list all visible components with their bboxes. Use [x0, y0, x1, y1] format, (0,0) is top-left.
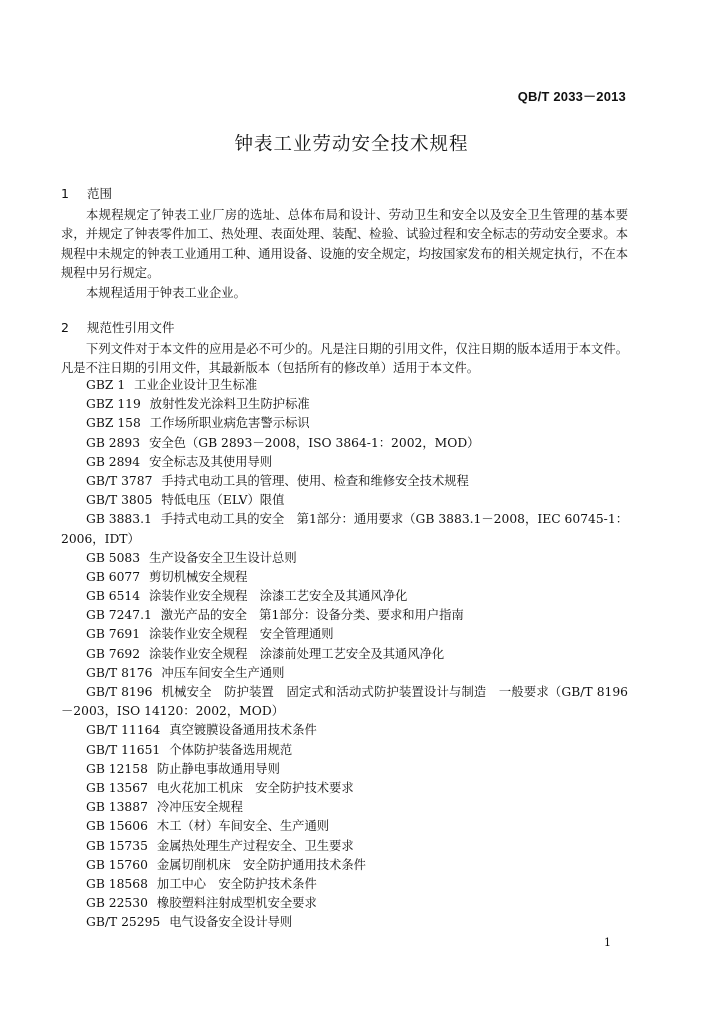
reference-title: 手持式电动工具的安全 第1部分：通用要求（GB 3883.1－2008，IEC 60745-1：2006，IDT） — [61, 512, 628, 546]
reference-title: 加工中心 安全防护技术条件 — [156, 876, 317, 891]
section-title: 范围 — [87, 186, 113, 201]
reference-title: 机械安全 防护装置 固定式和活动式防护装置设计与制造 一般要求（GB/T 8196－2003，ISO 14120：2002，MOD） — [61, 685, 628, 719]
section-number: 2 — [61, 320, 69, 335]
reference-title: 防止静电事故通用导则 — [156, 761, 280, 776]
reference-title: 特低电压（ELV）限值 — [161, 493, 285, 508]
reference-item — [61, 913, 628, 932]
reference-title: 涂装作业安全规程 安全管理通则 — [149, 627, 334, 642]
reference-code: GB 13887 — [86, 800, 148, 815]
reference-item — [61, 875, 628, 894]
reference-code: GB/T 3805 — [86, 493, 153, 508]
reference-item — [61, 568, 628, 587]
reference-code: GB 2894 — [86, 454, 141, 469]
reference-title: 电火花加工机床 安全防护技术要求 — [156, 781, 354, 795]
reference-code: GB 6077 — [86, 569, 141, 584]
reference-item — [61, 856, 628, 875]
reference-title: 涂装作业安全规程 涂漆前处理工艺安全及其通风净化 — [149, 646, 445, 661]
reference-title: 电气设备安全设计导则 — [169, 915, 293, 930]
reference-item — [61, 741, 628, 760]
reference-item — [61, 376, 628, 395]
reference-item — [61, 683, 628, 721]
reference-item — [61, 721, 628, 740]
reference-title: 木工（材）车间安全、生产通则 — [156, 819, 330, 834]
section-heading-scope — [61, 184, 112, 202]
section-heading-normative-references — [61, 318, 175, 336]
reference-item — [61, 664, 628, 683]
reference-item — [61, 414, 628, 433]
scope-paragraph-2: 本规程适用于钟表工业企业。 — [86, 286, 246, 300]
reference-code: GBZ 1 — [86, 378, 126, 392]
reference-item — [61, 779, 628, 798]
reference-title: 真空镀膜设备通用技术条件 — [169, 723, 317, 738]
reference-item — [61, 491, 628, 510]
reference-code: GB 22530 — [86, 896, 148, 911]
reference-item — [61, 510, 628, 548]
reference-code: GB 18568 — [86, 876, 148, 891]
reference-item — [61, 625, 628, 644]
standard-code: QB/T 2033－2013 — [517, 89, 626, 104]
section-title: 规范性引用文件 — [87, 320, 175, 335]
reference-code: GB 7247.1 — [86, 608, 152, 623]
reference-code: GB/T 8176 — [86, 665, 153, 680]
reference-item — [61, 606, 628, 625]
reference-code: GB/T 3787 — [86, 473, 153, 488]
reference-title: 金属热处理生产过程安全、卫生要求 — [156, 838, 354, 853]
reference-item — [61, 817, 628, 836]
reference-item — [61, 453, 628, 472]
reference-title: 激光产品的安全 第1部分：设备分类、要求和用户指南 — [160, 608, 464, 623]
reference-item — [61, 587, 628, 606]
reference-title: 工业企业设计卫生标准 — [134, 378, 258, 392]
reference-list — [61, 376, 628, 933]
reference-item — [61, 760, 628, 779]
reference-code: GB 3883.1 — [86, 512, 152, 527]
reference-title: 安全色（GB 2893－2008，ISO 3864-1：2002，MOD） — [149, 435, 480, 450]
reference-code: GB/T 11651 — [86, 742, 161, 757]
reference-item — [61, 645, 628, 664]
reference-item — [61, 798, 628, 817]
reference-title: 个体防护装备选用规范 — [169, 742, 293, 757]
section-number: 1 — [61, 186, 69, 201]
reference-code: GB 5083 — [86, 550, 141, 565]
reference-code: GB 15735 — [86, 838, 148, 853]
reference-item — [61, 894, 628, 913]
reference-code: GB 7692 — [86, 646, 141, 661]
reference-code: GB 13567 — [86, 781, 148, 795]
reference-code: GB 2893 — [86, 435, 141, 450]
reference-title: 放射性发光涂料卫生防护标准 — [149, 397, 310, 412]
reference-code: GB 12158 — [86, 761, 148, 776]
reference-code: GB 7691 — [86, 627, 141, 642]
reference-title: 橡胶塑料注射成型机安全要求 — [156, 896, 317, 911]
reference-code: GB 6514 — [86, 589, 141, 604]
reference-code: GB 15760 — [86, 857, 148, 872]
reference-title: 金属切削机床 安全防护通用技术条件 — [156, 857, 366, 872]
reference-code: GBZ 158 — [86, 416, 141, 431]
reference-title: 手持式电动工具的管理、使用、检查和维修安全技术规程 — [161, 473, 469, 488]
reference-item — [61, 395, 628, 414]
reference-title: 安全标志及其使用导则 — [149, 454, 273, 469]
page-number: 1 — [604, 936, 611, 949]
reference-item — [61, 837, 628, 856]
document-title: 钟表工业劳动安全技术规程 — [234, 134, 469, 155]
reference-code: GB 15606 — [86, 819, 148, 834]
normative-intro-paragraph: 下列文件对于本文件的应用是必不可少的。凡是注日期的引用文件，仅注日期的版本适用于本文件。凡是不注日期的引用文件，其最新版本（包括所有的修改单）适用于本文件。 — [61, 342, 628, 376]
reference-item — [61, 549, 628, 568]
reference-title: 冷冲压安全规程 — [156, 800, 243, 815]
scope-paragraph-1: 本规程规定了钟表工业厂房的选址、总体布局和设计、劳动卫生和安全以及安全卫生管理的基本要求，并规定了钟表零件加工、热处理、表面处理、装配、检验、试验过程和安全标志的劳动安全要求。本规程中未规定的钟表工业通用工种、通用设备、设施的安全规定，均按国家发布的相关规定执行，不在本规程中另行规定。 — [61, 208, 628, 280]
reference-code: GB/T 11164 — [86, 723, 161, 738]
reference-title: 生产设备安全卫生设计总则 — [149, 550, 297, 565]
reference-title: 剪切机械安全规程 — [149, 569, 248, 584]
reference-code: GBZ 119 — [86, 397, 141, 412]
reference-item — [61, 472, 628, 491]
reference-code: GB/T 8196 — [86, 685, 153, 700]
reference-code: GB/T 25295 — [86, 915, 161, 930]
reference-title: 工作场所职业病危害警示标识 — [149, 416, 310, 431]
reference-title: 涂装作业安全规程 涂漆工艺安全及其通风净化 — [149, 589, 408, 604]
reference-item — [61, 434, 628, 453]
reference-title: 冲压车间安全生产通则 — [161, 665, 285, 680]
